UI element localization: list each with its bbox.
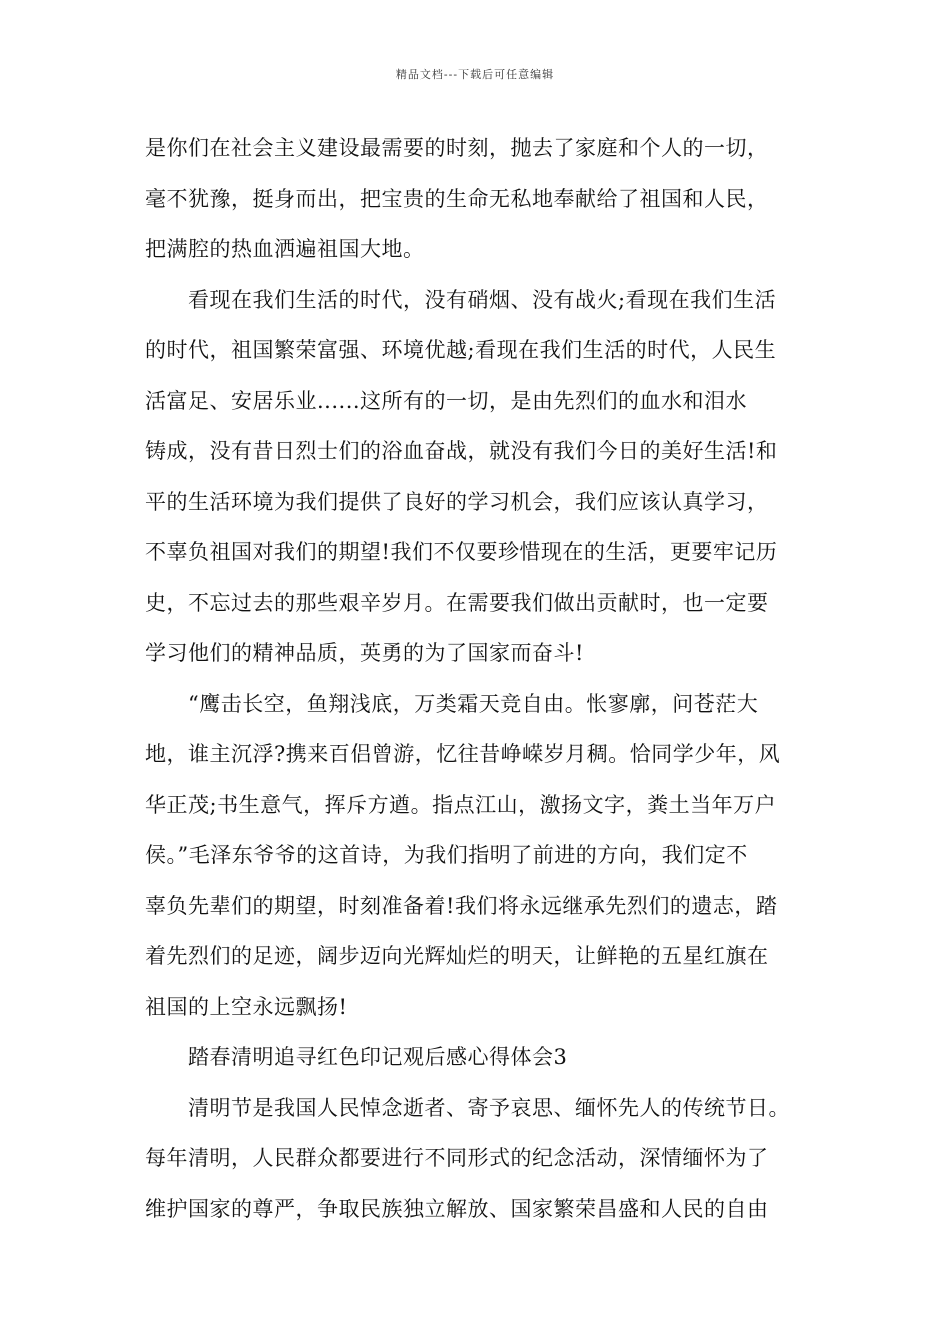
text-line: 铸成，没有昔日烈士们的浴血奋战，就没有我们今日的美好生活!和: [145, 439, 778, 463]
text-line: 不辜负祖国对我们的期望!我们不仅要珍惜现在的生活，更要牢记历: [145, 540, 778, 564]
text-line: 把满腔的热血洒遍祖国大地。: [145, 237, 425, 261]
page-header: 精品文档---下载后可任意编辑: [395, 68, 555, 81]
text-line: 维护国家的尊严，争取民族独立解放、国家繁荣昌盛和人民的自由: [145, 1196, 769, 1221]
paragraph-first-line: 看现在我们生活的时代，没有硝烟、没有战火;看现在我们生活: [188, 287, 777, 312]
text-line: 华正茂;书生意气，挥斥方遒。指点江山，激扬文字，粪土当年万户: [145, 792, 777, 817]
text-line: 着先烈们的足迹，阔步迈向光辉灿烂的明天，让鲜艳的五星红旗在: [145, 944, 769, 968]
text-line: 每年清明，人民群众都要进行不同形式的纪念活动，深情缅怀为了: [145, 1146, 769, 1170]
text-line: 祖国的上空永远飘扬!: [145, 994, 348, 1019]
text-line: 史，不忘过去的那些艰辛岁月。在需要我们做出贡献时，也一定要: [145, 590, 769, 615]
text-line: 平的生活环境为我们提供了良好的学习机会，我们应该认真学习，: [145, 489, 769, 514]
text-line: 辜负先辈们的期望，时刻准备着!我们将永远继承先烈们的遗志，踏: [145, 893, 778, 918]
section-title: 踏春清明追寻红色印记观后感心得体会3: [188, 1045, 568, 1069]
text-line: 是你们在社会主义建设最需要的时刻，抛去了家庭和个人的一切，: [145, 136, 769, 160]
paragraph-first-line: “鹰击长空，鱼翔浅底，万类霜天竞自由。怅寥廓，问苍茫大: [188, 691, 759, 716]
text-line: 毫不犹豫，挺身而出，把宝贵的生命无私地奉献给了祖国和人民，: [145, 186, 769, 211]
text-line: 学习他们的精神品质，英勇的为了国家而奋斗!: [145, 641, 584, 665]
text-line: 地，谁主沉浮?携来百侣曾游，忆往昔峥嵘岁月稠。恰同学少年，风: [145, 742, 781, 766]
text-line: 侯。”毛泽东爷爷的这首诗，为我们指明了前进的方向，我们定不: [145, 843, 748, 867]
text-line: 活富足、安居乐业......这所有的一切，是由先烈们的血水和泪水: [145, 388, 748, 413]
text-line: 的时代，祖国繁荣富强、环境优越;看现在我们生活的时代，人民生: [145, 338, 777, 362]
paragraph-first-line: 清明节是我国人民悼念逝者、寄予哀思、缅怀先人的传统节日。: [188, 1095, 790, 1120]
document-body: [145, 128, 825, 1239]
